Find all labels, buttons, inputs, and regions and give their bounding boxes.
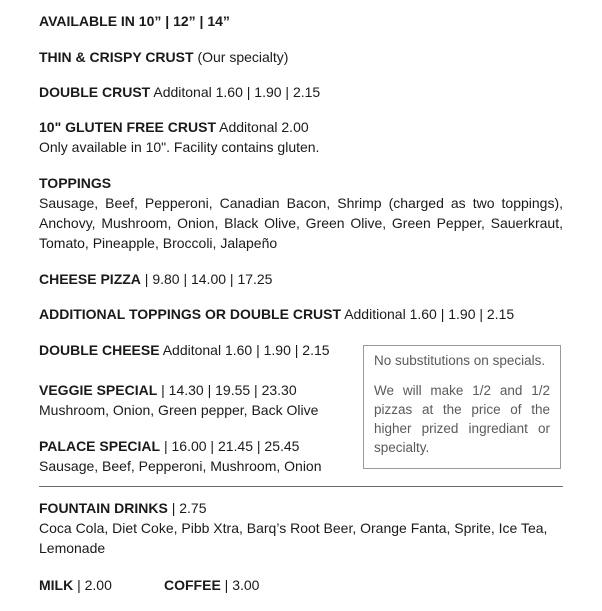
cheese-pizza-label: CHEESE PIZZA [39,271,141,287]
cheese-pizza-prices: | 9.80 | 14.00 | 17.25 [144,271,273,287]
milk-label: MILK [39,577,74,593]
double-cheese-label: DOUBLE CHEESE [39,342,160,358]
sizes-heading [39,11,563,31]
veggie-special-section [39,380,359,420]
sizes-heading-text: AVAILABLE IN 10” | 12” | 14” [39,13,230,29]
veggie-special-ingredients: Mushroom, Onion, Green pepper, Back Olive [39,402,319,418]
coffee-price: | 3.00 [224,577,260,593]
thin-crust-label: THIN & CRISPY CRUST [39,49,194,65]
section-divider [39,486,563,487]
double-crust-detail: Additonal 1.60 | 1.90 | 2.15 [153,84,321,100]
additional-toppings-detail: Additional 1.60 | 1.90 | 2.15 [344,306,515,322]
coffee-label: COFFEE [164,577,221,593]
cheese-pizza-line [39,269,563,289]
gluten-free-note: Only available in 10". Facility contains gluten. [39,139,320,155]
toppings-section [39,173,563,253]
toppings-label: TOPPINGS [39,175,112,191]
gluten-free-label: 10" GLUTEN FREE CRUST [39,119,216,135]
gluten-free-detail: Additonal 2.00 [219,119,309,135]
double-crust-label: DOUBLE CRUST [39,84,151,100]
thin-crust-detail: (Our specialty) [197,49,289,65]
double-cheese-line [39,340,359,360]
additional-toppings-line [39,304,563,324]
specials-note-line1: No substitutions on specials. [374,353,546,368]
palace-special-ingredients: Sausage, Beef, Pepperoni, Mushroom, Onion [39,458,322,474]
coffee-line [164,575,364,595]
palace-special-prices: | 16.00 | 21.45 | 25.45 [160,438,300,454]
fountain-drinks-label: FOUNTAIN DRINKS [39,500,168,516]
double-cheese-detail: Additonal 1.60 | 1.90 | 2.15 [162,342,330,358]
fountain-drinks-list: Coca Cola, Diet Coke, Pibb Xtra, Barq’s Root Beer, Orange Fanta, Sprite, Ice Tea, Lemonade [39,520,548,556]
double-crust-line [39,82,563,102]
specials-note-box [363,345,561,469]
palace-special-section [39,436,359,476]
fountain-drinks-section [39,498,563,558]
veggie-special-prices: | 14.30 | 19.55 | 23.30 [157,382,297,398]
milk-price: | 2.00 [77,577,112,593]
thin-crust-line [39,47,563,67]
veggie-special-label: VEGGIE SPECIAL [39,382,158,398]
additional-toppings-label: ADDITIONAL TOPPINGS OR DOUBLE CRUST [39,306,342,322]
fountain-drinks-price: | 2.75 [171,500,207,516]
specials-note-line2: We will make 1/2 and 1/2 pizzas at the price of the higher prized ingrediant or specialty. [374,383,550,455]
toppings-list: Sausage, Beef, Pepperoni, Canadian Bacon, Shrimp (charged as two toppings), Anchovy, Mushroom, Onion, Black Olive, Green Olive, Green Pepper, Sauerkraut, Tomato, Pineapple, Broccoli, Jalapeño [39,195,563,251]
gluten-free-section [39,117,563,157]
palace-special-label: PALACE SPECIAL [39,438,161,454]
